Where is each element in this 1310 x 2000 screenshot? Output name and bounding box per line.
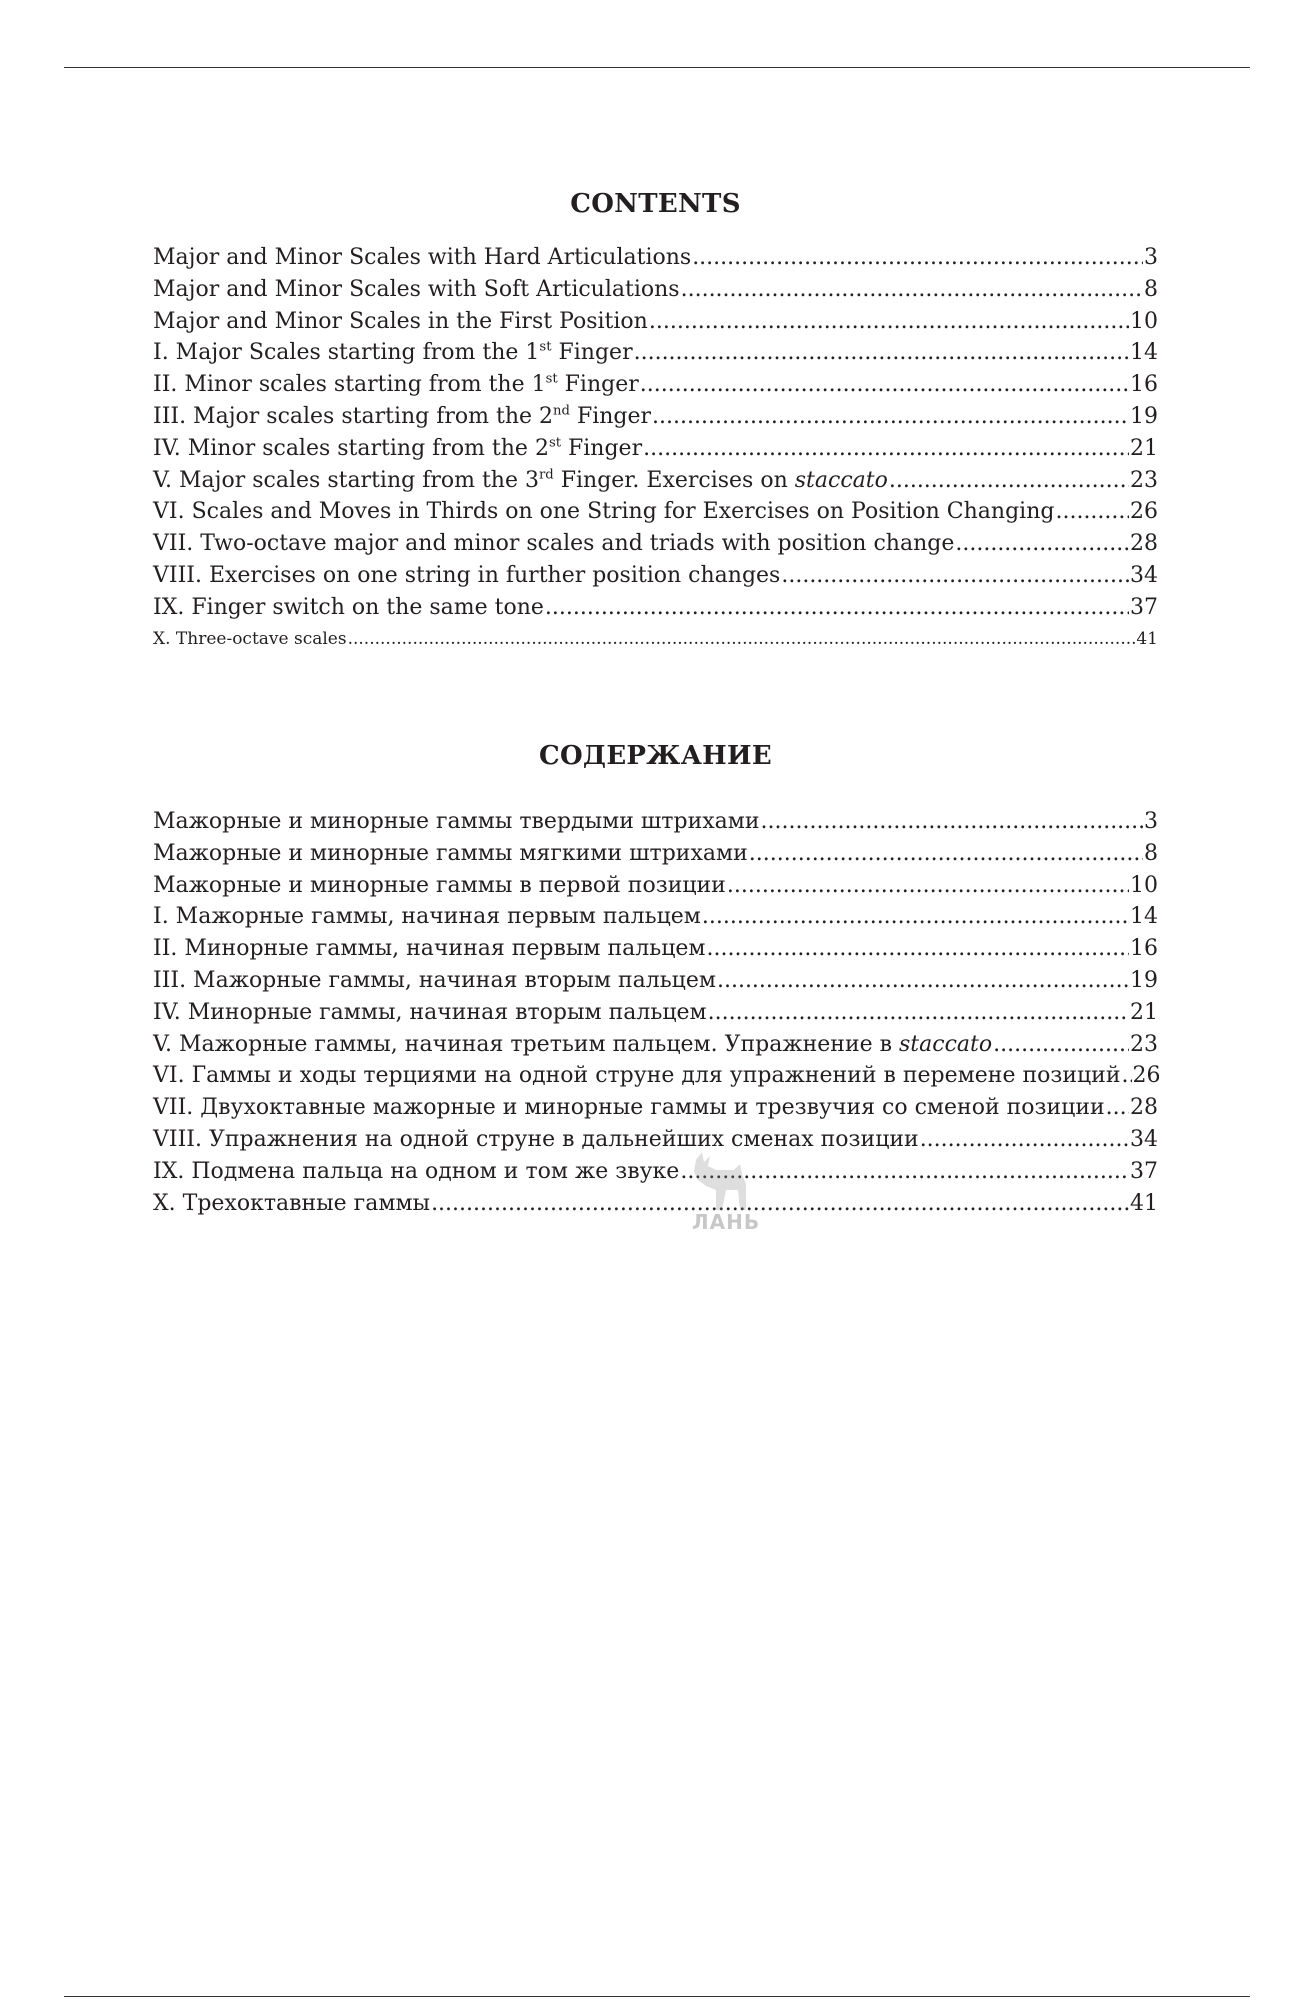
toc-page-number: 8: [1144, 276, 1158, 302]
toc-page-number: 3: [1144, 809, 1158, 834]
toc-leader-dots: [702, 901, 1129, 933]
toc-entry: [153, 592, 1158, 624]
toc-leader-dots: [643, 433, 1129, 465]
toc-entry-title: Major and Minor Scales with Soft Articulations: [153, 276, 680, 302]
toc-entry-title: IX. Finger switch on the same tone: [153, 594, 544, 620]
toc-leader-dots: [717, 965, 1129, 997]
toc-entry-title: X. Трехоктавные гаммы: [153, 1190, 431, 1216]
toc-leader-dots: [889, 465, 1129, 497]
toc-entry-title: Мажорные и минорные гаммы в первой позиции: [153, 872, 726, 898]
toc-entry-title: IV. Minor scales starting from the 2st Finger: [153, 435, 643, 461]
toc-entry: [153, 997, 1158, 1029]
toc-entry-title: III. Major scales starting from the 2nd Finger: [153, 403, 652, 429]
toc-list-russian: [153, 806, 1161, 1219]
toc-page-number: 37: [1130, 594, 1158, 620]
toc-page-number: 41: [1130, 1190, 1158, 1216]
toc-entry: [153, 1188, 1158, 1220]
toc-page-number: 10: [1130, 872, 1158, 898]
watermark-text: ЛАНЬ: [692, 1210, 761, 1234]
toc-page-number: 3: [1144, 245, 1158, 270]
toc-leader-dots: [652, 401, 1129, 433]
toc-leader-dots: [708, 997, 1129, 1029]
toc-leader-dots: [761, 806, 1143, 838]
toc-entry-title: Мажорные и минорные гаммы мягкими штрихами: [153, 840, 748, 866]
toc-entry: [153, 242, 1158, 274]
toc-list-english: [153, 242, 1158, 655]
toc-page-number: 37: [1130, 1158, 1158, 1184]
contents-russian: [153, 738, 1161, 1219]
toc-entry-title: VI. Гаммы и ходы терциями на одной струне для упражнений в перемене позиций: [153, 1063, 1121, 1089]
toc-page-number: 16: [1130, 372, 1158, 398]
toc-entry-title: VII. Two-octave major and minor scales and triads with position change: [153, 531, 955, 557]
toc-entry: [153, 901, 1158, 933]
toc-entry-title: VII. Двухоктавные мажорные и минорные гаммы и трезвучия со сменой позиции: [153, 1095, 1105, 1121]
toc-page-number: 19: [1130, 403, 1158, 429]
toc-entry: [153, 1092, 1158, 1124]
toc-entry-title: II. Minor scales starting from the 1st Finger: [153, 371, 639, 398]
toc-page-number: 8: [1144, 840, 1158, 866]
contents-english: [153, 186, 1158, 655]
toc-leader-dots: [649, 306, 1129, 338]
toc-leader-dots: [993, 1029, 1129, 1061]
toc-leader-dots: [348, 624, 1136, 656]
toc-entry: [153, 274, 1158, 306]
toc-entry-title: III. Мажорные гаммы, начиная вторым пальцем: [153, 967, 716, 993]
toc-page-number: 19: [1130, 967, 1158, 993]
toc-entry: [153, 965, 1158, 997]
toc-page-number: 28: [1130, 1095, 1158, 1121]
toc-leader-dots: [1106, 1092, 1129, 1124]
toc-entry: [153, 433, 1158, 465]
toc-entry-title: I. Major Scales starting from the 1st Finger: [153, 340, 633, 366]
toc-page-number: 26: [1130, 499, 1158, 525]
toc-leader-dots: [920, 1124, 1129, 1156]
toc-page-number: 26: [1132, 1063, 1161, 1089]
toc-leader-dots: [1055, 496, 1129, 528]
toc-page-number: 41: [1136, 628, 1158, 649]
toc-entry: [153, 306, 1158, 338]
toc-entry-title: IV. Минорные гаммы, начиная вторым пальцем: [153, 999, 707, 1025]
toc-entry-title: Major and Minor Scales in the First Position: [153, 308, 648, 334]
toc-entry: [153, 838, 1158, 870]
toc-leader-dots: [431, 1188, 1129, 1220]
toc-entry: [153, 1156, 1158, 1188]
toc-leader-dots: [1122, 1060, 1132, 1092]
toc-leader-dots: [681, 274, 1143, 306]
toc-entry-title: V. Major scales starting from the 3rd Finger. Exercises on staccato: [153, 467, 888, 493]
top-rule: [64, 67, 1250, 68]
toc-entry-title: X. Three-octave scales: [153, 628, 347, 649]
toc-entry-title: V. Мажорные гаммы, начиная третьим пальцем. Упражнение в staccato: [153, 1031, 993, 1057]
toc-page-number: 28: [1130, 531, 1158, 557]
toc-leader-dots: [640, 369, 1129, 401]
toc-entry: [153, 528, 1158, 560]
toc-page-number: 23: [1130, 1031, 1158, 1057]
toc-leader-dots: [545, 592, 1129, 624]
toc-entry-title: IX. Подмена пальца на одном и том же звуке: [153, 1158, 680, 1184]
toc-page-number: 14: [1130, 340, 1158, 366]
toc-leader-dots: [634, 337, 1129, 369]
toc-entry-title: II. Минорные гаммы, начиная первым пальцем: [153, 936, 706, 962]
toc-page-number: 21: [1130, 435, 1158, 461]
toc-entry: [153, 369, 1158, 401]
toc-entry: [153, 560, 1158, 592]
toc-entry: [153, 806, 1158, 838]
toc-page-number: 14: [1130, 904, 1158, 930]
bottom-rule: [64, 1996, 1250, 1997]
toc-page-number: 10: [1130, 308, 1158, 334]
toc-entry-title: VIII. Exercises on one string in further position changes: [153, 562, 781, 588]
toc-leader-dots: [749, 838, 1143, 870]
toc-entry-title: Мажорные и минорные гаммы твердыми штрихами: [153, 809, 760, 834]
toc-entry: [153, 337, 1158, 369]
toc-entry: [153, 870, 1158, 902]
soderzhanie-heading: СОДЕРЖАНИЕ: [538, 741, 773, 771]
toc-leader-dots: [692, 242, 1143, 274]
toc-entry: [153, 933, 1158, 965]
toc-page-number: 21: [1130, 999, 1158, 1025]
toc-leader-dots: [707, 933, 1129, 965]
toc-page-number: 34: [1130, 562, 1158, 588]
toc-entry-title: VI. Scales and Moves in Thirds on one String for Exercises on Position Changing: [153, 499, 1055, 525]
toc-leader-dots: [727, 870, 1129, 902]
toc-entry: [153, 465, 1158, 497]
toc-entry: [153, 401, 1158, 433]
toc-leader-dots: [781, 560, 1129, 592]
toc-entry: [153, 1060, 1161, 1092]
toc-entry: [153, 624, 1158, 656]
toc-leader-dots: [955, 528, 1129, 560]
toc-entry: [153, 1029, 1158, 1061]
toc-page-number: 23: [1130, 467, 1158, 493]
toc-entry-title: Major and Minor Scales with Hard Articulations: [153, 245, 692, 270]
toc-page-number: 16: [1130, 936, 1158, 962]
toc-page-number: 34: [1130, 1126, 1158, 1152]
toc-entry-title: VIII. Упражнения на одной струне в дальнейших сменах позиции: [153, 1126, 919, 1152]
contents-heading: CONTENTS: [570, 189, 741, 219]
toc-entry: [153, 1124, 1158, 1156]
toc-entry-title: I. Мажорные гаммы, начиная первым пальцем: [153, 904, 701, 930]
toc-entry: [153, 496, 1158, 528]
